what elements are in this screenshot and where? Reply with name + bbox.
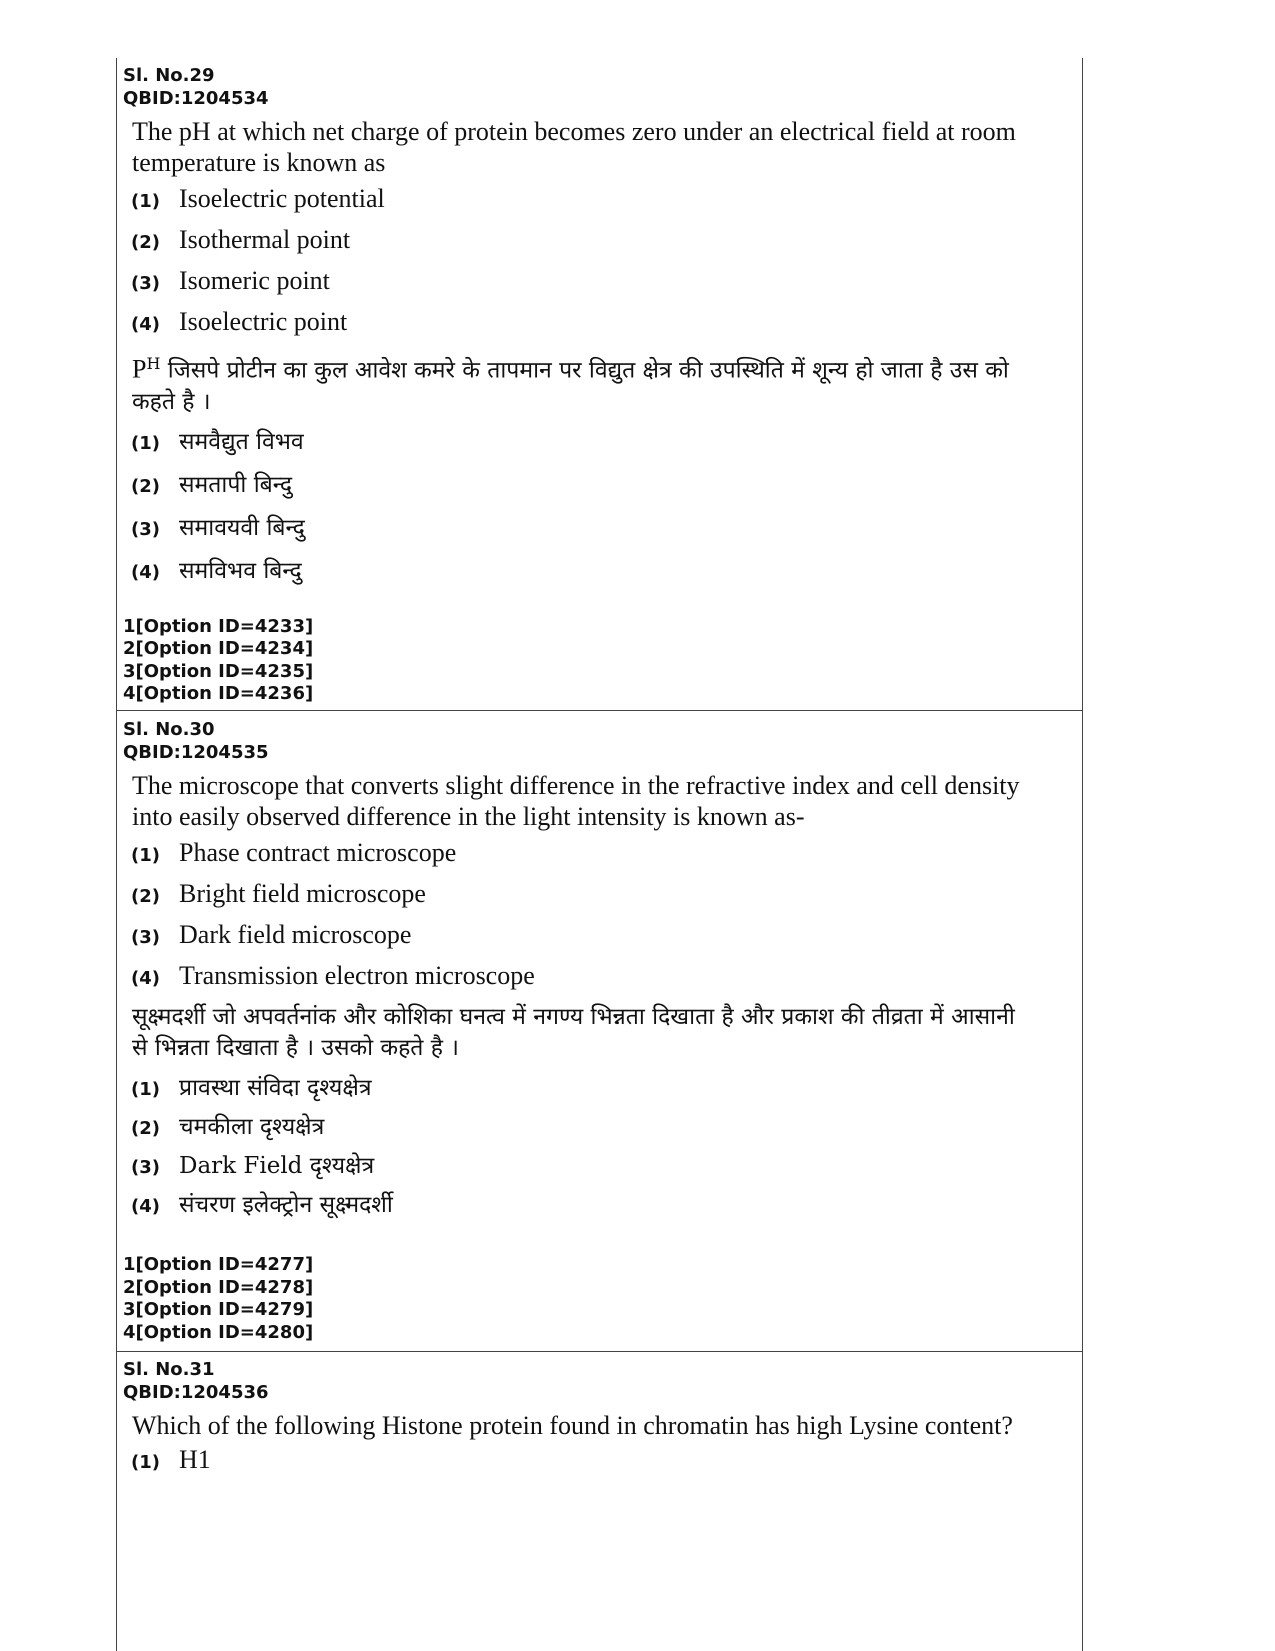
option-text: Dark Field दृश्यक्षेत्र: [179, 1153, 375, 1179]
serial-number: Sl. No.31: [123, 1359, 215, 1380]
option-number: (1): [131, 432, 160, 454]
option-id: 3[Option ID=4235]: [123, 660, 314, 682]
option-number: (2): [131, 886, 160, 907]
qbid: QBID:1204535: [123, 742, 269, 763]
option-id: 2[Option ID=4234]: [123, 638, 314, 660]
question-text-hi: सूक्ष्मदर्शी जो अपवर्तनांक और कोशिका घनत्व में नगण्य भिन्नता दिखाता है और प्रकाश की तीव्रता में आसानी से भिन्नता दिखाता है । उसको कहते है ।: [132, 1004, 1015, 1061]
question-text-en: Which of the following Histone protein found in chromatin has high Lysine content?: [132, 1411, 1013, 1440]
option-hi-1: [117, 1070, 1082, 1109]
ph-superscript: H: [146, 354, 161, 373]
option-text: प्रावस्था संविदा दृश्यक्षेत्र: [179, 1075, 372, 1101]
option-text: H1: [179, 1445, 211, 1474]
option-number: (3): [131, 927, 160, 948]
option-text: Isomeric point: [179, 266, 330, 295]
option-hi-2: [117, 1109, 1082, 1148]
option-number: (4): [131, 314, 160, 335]
option-text: Isothermal point: [179, 225, 351, 254]
question-paper-frame: [116, 58, 1083, 1651]
option-text: Dark field microscope: [179, 920, 412, 949]
option-number: (4): [131, 561, 160, 583]
option-text: Bright field microscope: [179, 879, 426, 908]
option-en-1: [117, 838, 1082, 879]
option-en-2: [117, 225, 1082, 266]
option-number: (4): [131, 968, 160, 989]
qbid: QBID:1204534: [123, 88, 269, 109]
question-divider: [117, 1351, 1082, 1352]
option-number: (2): [131, 1118, 160, 1139]
question-text-en: The microscope that converts slight difference in the refractive index and cell density into easily observed difference in the light intensity is known as-: [132, 771, 1020, 831]
option-text: Isoelectric potential: [179, 184, 385, 213]
option-id: 1[Option ID=4277]: [123, 1254, 314, 1275]
option-number: (3): [131, 273, 160, 294]
option-id-list: [117, 1254, 1082, 1344]
option-text: Phase contract microscope: [179, 838, 457, 867]
option-en-4: [117, 307, 1082, 348]
option-number: (2): [131, 475, 160, 497]
option-text: चमकीला दृश्यक्षेत्र: [179, 1114, 325, 1140]
option-hi-2: [117, 467, 1082, 510]
option-hi-3: [117, 510, 1082, 553]
option-number: (1): [131, 845, 160, 866]
option-id-list: [117, 616, 1082, 706]
option-number: (1): [131, 1079, 160, 1100]
option-en-2: [117, 879, 1082, 920]
option-number: (1): [131, 1452, 160, 1473]
ph-symbol: P: [132, 354, 147, 384]
question-block-29: [117, 64, 1082, 706]
question-text-hi-body: जिसपे प्रोटीन का कुल आवेश कमरे के तापमान पर विद्युत क्षेत्र की उपस्थिति में शून्य हो जाता है उस को कहते है ।: [132, 357, 1009, 415]
qbid: QBID:1204536: [123, 1382, 269, 1403]
option-id: 4[Option ID=4236]: [123, 683, 314, 705]
question-divider: [117, 710, 1082, 711]
option-text: समतापी बिन्दु: [179, 471, 293, 498]
question-text-hi: [117, 348, 1032, 418]
option-hi-4: [117, 553, 1082, 596]
option-id: 2[Option ID=4278]: [123, 1276, 314, 1298]
option-number: (3): [131, 518, 160, 540]
option-number: (3): [131, 1157, 160, 1178]
option-text: Isoelectric point: [179, 307, 348, 336]
question-block-30: [117, 718, 1082, 1344]
option-en-1: [117, 184, 1082, 225]
option-en-4: [117, 961, 1082, 1002]
option-en-3: [117, 920, 1082, 961]
option-id: 4[Option ID=4280]: [123, 1321, 314, 1343]
serial-number: Sl. No.29: [123, 65, 215, 86]
option-text: समविभव बिन्दु: [179, 557, 302, 584]
option-text: समावयवी बिन्दु: [179, 514, 305, 541]
option-number: (1): [131, 191, 160, 212]
option-text: समवैद्युत विभव: [179, 428, 304, 455]
option-text: Transmission electron microscope: [179, 961, 535, 990]
option-hi-4: [117, 1187, 1082, 1226]
serial-number: Sl. No.30: [123, 719, 215, 740]
option-text: संचरण इलेक्ट्रोन सूक्ष्मदर्शी: [179, 1192, 393, 1218]
question-text-en: The pH at which net charge of protein becomes zero under an electrical field at room temperature is known as: [132, 117, 1016, 177]
option-id: 1[Option ID=4233]: [123, 615, 314, 637]
option-number: (4): [131, 1196, 160, 1217]
option-id: 3[Option ID=4279]: [123, 1299, 314, 1320]
option-number: (2): [131, 232, 160, 253]
option-en-3: [117, 266, 1082, 307]
option-en-1: [117, 1445, 1082, 1486]
option-hi-3: [117, 1148, 1082, 1187]
option-hi-1: [117, 424, 1082, 467]
question-block-31: [117, 1358, 1082, 1486]
